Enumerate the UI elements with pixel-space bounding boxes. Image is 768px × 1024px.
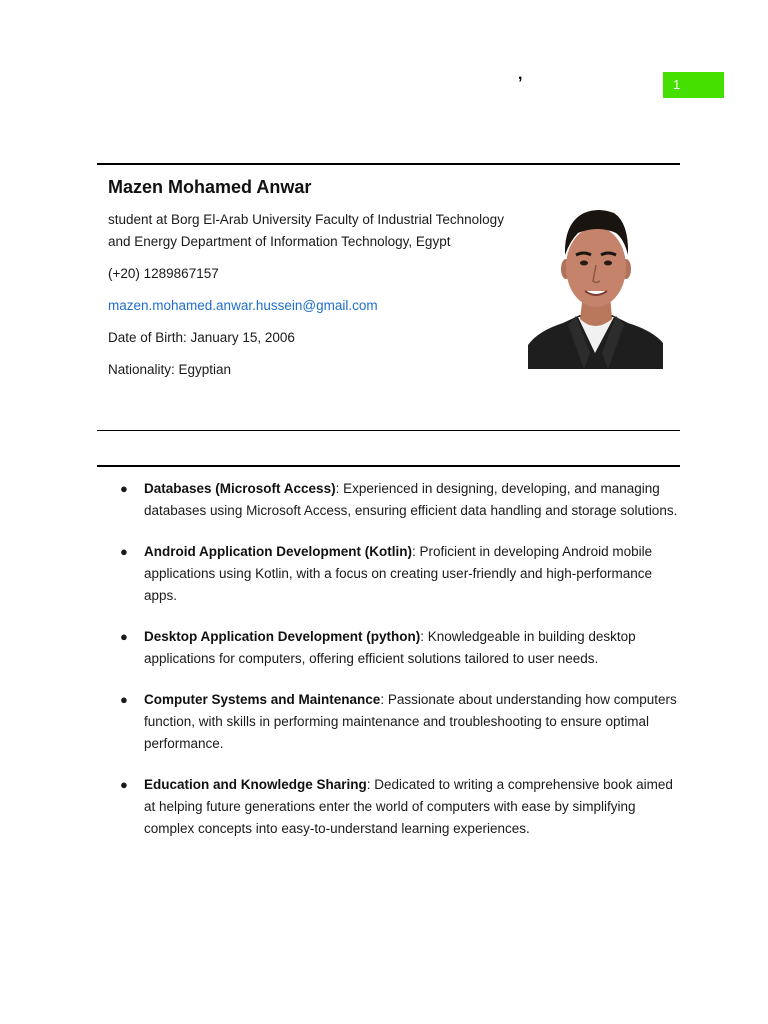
affiliation-line-2: and Energy Department of Information Technology, Egypt bbox=[108, 234, 451, 249]
list-item bbox=[118, 626, 678, 670]
top-divider bbox=[97, 163, 680, 165]
skill-title: Android Application Development (Kotlin) bbox=[144, 544, 412, 559]
email-link[interactable]: mazen.mohamed.anwar.hussein@gmail.com bbox=[108, 298, 378, 313]
skill-description: : Dedicated to writing a comprehensive book aimed at helping future generations enter the world of computers with ease by simplifying complex concepts into easy-to-understand learning experiences. bbox=[144, 777, 673, 836]
stray-comma: , bbox=[518, 66, 523, 83]
bullet-icon: ● bbox=[120, 629, 128, 644]
skills-top-divider bbox=[97, 465, 680, 467]
bullet-icon: ● bbox=[120, 777, 128, 792]
skill-title: Computer Systems and Maintenance bbox=[144, 692, 381, 707]
skill-description: : Passionate about understanding how computers function, with skills in performing maintenance and troubleshooting to ensure optimal performance. bbox=[144, 692, 677, 751]
list-item bbox=[118, 541, 678, 607]
date-of-birth: Date of Birth: January 15, 2006 bbox=[108, 330, 295, 345]
candidate-name: Mazen Mohamed Anwar bbox=[108, 177, 312, 197]
skill-title: Databases (Microsoft Access) bbox=[144, 481, 336, 496]
skill-description: : Knowledgeable in building desktop applications for computers, offering efficient solutions tailored to user needs. bbox=[144, 629, 636, 666]
skill-title: Education and Knowledge Sharing bbox=[144, 777, 367, 792]
skill-description: : Proficient in developing Android mobile applications using Kotlin, with a focus on creating user-friendly and high-performance apps. bbox=[144, 544, 653, 603]
bullet-icon: ● bbox=[120, 692, 128, 707]
section-divider bbox=[97, 430, 680, 431]
skills-list bbox=[118, 478, 678, 859]
bullet-icon: ● bbox=[120, 481, 128, 496]
list-item bbox=[118, 478, 678, 522]
nationality: Nationality: Egyptian bbox=[108, 362, 232, 377]
phone-number: (+20) 1289867157 bbox=[108, 266, 219, 281]
person-photo-icon bbox=[528, 203, 663, 369]
affiliation-line-1: student at Borg El-Arab University Faculty of Industrial Technology bbox=[108, 212, 504, 227]
list-item bbox=[118, 774, 678, 840]
list-item bbox=[118, 689, 678, 755]
page-number-badge: 1 bbox=[663, 72, 724, 98]
skill-description: : Experienced in designing, developing, and managing databases using Microsoft Access, ensuring efficient data handling and storage solutions. bbox=[144, 481, 678, 518]
skill-title: Desktop Application Development (python) bbox=[144, 629, 421, 644]
bullet-icon: ● bbox=[120, 544, 128, 559]
